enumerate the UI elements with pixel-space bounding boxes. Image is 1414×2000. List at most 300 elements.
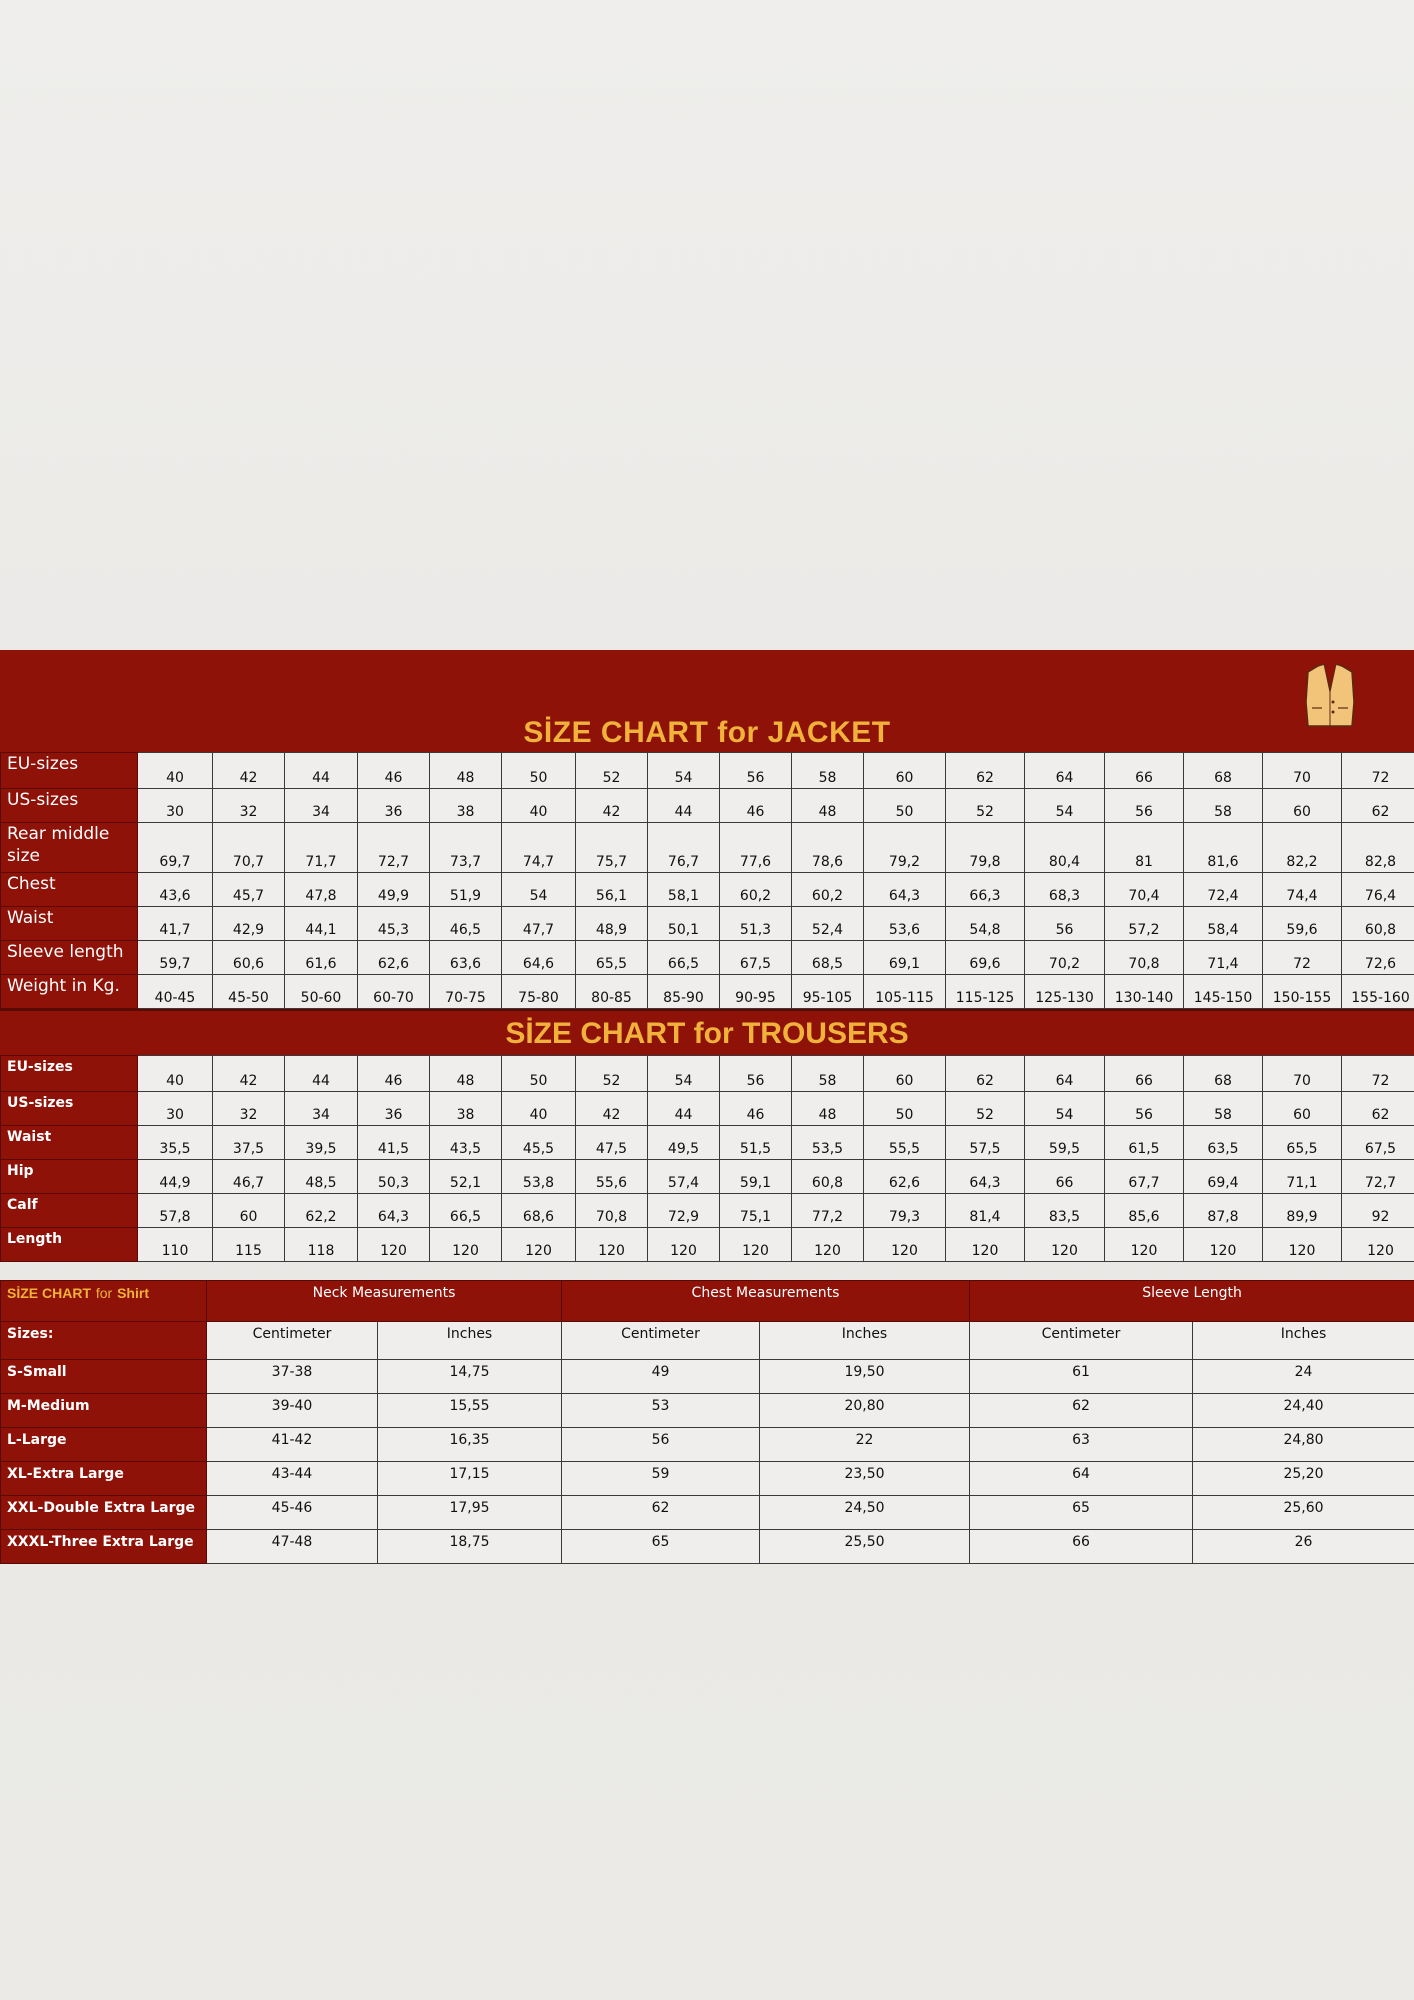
jacket-row: [1, 975, 1414, 1009]
shirt-cell: 47-48: [207, 1530, 378, 1564]
jacket-cell: 68,5: [792, 941, 864, 975]
trousers-row-label: Waist: [1, 1126, 138, 1160]
trousers-cell: 57,8: [138, 1194, 213, 1228]
shirt-cell: 17,95: [378, 1496, 562, 1530]
jacket-cell: 70: [1263, 753, 1342, 789]
shirt-cell: 24,40: [1193, 1394, 1414, 1428]
jacket-row-label: Weight in Kg.: [1, 975, 138, 1009]
shirt-cell: 26: [1193, 1530, 1414, 1564]
jacket-cell: 50: [864, 789, 946, 823]
trousers-cell: 115: [213, 1228, 285, 1262]
trousers-cell: 70: [1263, 1056, 1342, 1092]
jacket-cell: 79,2: [864, 823, 946, 873]
jacket-cell: 60-70: [358, 975, 430, 1009]
jacket-cell: 36: [358, 789, 430, 823]
shirt-cell: 15,55: [378, 1394, 562, 1428]
trousers-row: [1, 1160, 1414, 1194]
shirt-cell: 23,50: [760, 1462, 970, 1496]
jacket-cell: 60,2: [720, 873, 792, 907]
jacket-cell: 70,8: [1105, 941, 1184, 975]
jacket-cell: 61,6: [285, 941, 358, 975]
trousers-cell: 36: [358, 1092, 430, 1126]
trousers-cell: 120: [1105, 1228, 1184, 1262]
jacket-cell: 50-60: [285, 975, 358, 1009]
jacket-cell: 62: [1342, 789, 1414, 823]
shirt-cell: 63: [970, 1428, 1193, 1462]
trousers-cell: 62,2: [285, 1194, 358, 1228]
trousers-cell: 72: [1342, 1056, 1414, 1092]
shirt-size-label: XL-Extra Large: [1, 1462, 207, 1496]
jacket-cell: 45-50: [213, 975, 285, 1009]
shirt-cell: 37-38: [207, 1360, 378, 1394]
jacket-cell: 62: [946, 753, 1025, 789]
trousers-cell: 71,1: [1263, 1160, 1342, 1194]
jacket-cell: 48: [430, 753, 502, 789]
trousers-cell: 44: [285, 1056, 358, 1092]
jacket-cell: 45,3: [358, 907, 430, 941]
jacket-row: [1, 941, 1414, 975]
trousers-cell: 42: [576, 1092, 648, 1126]
jacket-cell: 58,4: [1184, 907, 1263, 941]
trousers-cell: 44,9: [138, 1160, 213, 1194]
jacket-cell: 59,7: [138, 941, 213, 975]
jacket-cell: 81,6: [1184, 823, 1263, 873]
trousers-cell: 64,3: [358, 1194, 430, 1228]
jacket-cell: 58: [792, 753, 864, 789]
trousers-cell: 46: [720, 1092, 792, 1126]
trousers-cell: 60: [213, 1194, 285, 1228]
shirt-row: [1, 1360, 1414, 1394]
sizes-label: Sizes:: [1, 1322, 207, 1360]
trousers-cell: 70,8: [576, 1194, 648, 1228]
jacket-cell: 73,7: [430, 823, 502, 873]
shirt-cell: 19,50: [760, 1360, 970, 1394]
jacket-row: [1, 789, 1414, 823]
shirt-cell: 65: [562, 1530, 760, 1564]
trousers-cell: 83,5: [1025, 1194, 1105, 1228]
jacket-cell: 78,6: [792, 823, 864, 873]
trousers-cell: 79,3: [864, 1194, 946, 1228]
shirt-cell: 20,80: [760, 1394, 970, 1428]
jacket-cell: 69,6: [946, 941, 1025, 975]
jacket-cell: 65,5: [576, 941, 648, 975]
jacket-cell: 150-155: [1263, 975, 1342, 1009]
jacket-row: [1, 823, 1414, 873]
trousers-cell: 62: [946, 1056, 1025, 1092]
jacket-cell: 58,1: [648, 873, 720, 907]
jacket-cell: 44,1: [285, 907, 358, 941]
jacket-cell: 74,4: [1263, 873, 1342, 907]
trousers-row: [1, 1056, 1414, 1092]
jacket-cell: 56: [1025, 907, 1105, 941]
jacket-cell: 64,6: [502, 941, 576, 975]
shirt-cell: 59: [562, 1462, 760, 1496]
trousers-row: [1, 1092, 1414, 1126]
section-gap: [0, 1262, 1414, 1280]
shirt-cell: 24,50: [760, 1496, 970, 1530]
jacket-cell: 60,8: [1342, 907, 1414, 941]
unit-header: Centimeter: [562, 1322, 760, 1360]
jacket-cell: 54: [648, 753, 720, 789]
jacket-row: [1, 907, 1414, 941]
trousers-cell: 32: [213, 1092, 285, 1126]
trousers-cell: 120: [576, 1228, 648, 1262]
trousers-cell: 66: [1025, 1160, 1105, 1194]
jacket-cell: 72: [1342, 753, 1414, 789]
jacket-cell: 49,9: [358, 873, 430, 907]
shirt-cell: 16,35: [378, 1428, 562, 1462]
jacket-cell: 69,7: [138, 823, 213, 873]
jacket-cell: 72,7: [358, 823, 430, 873]
jacket-cell: 145-150: [1184, 975, 1263, 1009]
trousers-cell: 120: [792, 1228, 864, 1262]
shirt-title-item: Shirt: [117, 1285, 149, 1301]
shirt-size-label: L-Large: [1, 1428, 207, 1462]
jacket-cell: 63,6: [430, 941, 502, 975]
trousers-cell: 85,6: [1105, 1194, 1184, 1228]
jacket-cell: 125-130: [1025, 975, 1105, 1009]
trousers-cell: 47,5: [576, 1126, 648, 1160]
jacket-cell: 56,1: [576, 873, 648, 907]
shirt-row: [1, 1496, 1414, 1530]
jacket-cell: 105-115: [864, 975, 946, 1009]
jacket-cell: 76,7: [648, 823, 720, 873]
shirt-cell: 14,75: [378, 1360, 562, 1394]
shirt-cell: 24: [1193, 1360, 1414, 1394]
jacket-title: SİZE CHART for JACKET: [523, 716, 891, 749]
jacket-cell: 59,6: [1263, 907, 1342, 941]
trousers-cell: 53,8: [502, 1160, 576, 1194]
trousers-cell: 49,5: [648, 1126, 720, 1160]
shirt-cell: 62: [970, 1394, 1193, 1428]
jacket-cell: 34: [285, 789, 358, 823]
sleeve-group-header: Sleeve Length: [970, 1281, 1414, 1322]
jacket-cell: 60,2: [792, 873, 864, 907]
shirt-cell: 41-42: [207, 1428, 378, 1462]
jacket-row-label: EU-sizes: [1, 753, 138, 789]
jacket-cell: 40: [138, 753, 213, 789]
trousers-cell: 40: [502, 1092, 576, 1126]
trousers-cell: 120: [358, 1228, 430, 1262]
jacket-cell: 70,4: [1105, 873, 1184, 907]
trousers-cell: 61,5: [1105, 1126, 1184, 1160]
jacket-cell: 85-90: [648, 975, 720, 1009]
jacket-cell: 80,4: [1025, 823, 1105, 873]
jacket-cell: 54: [502, 873, 576, 907]
jacket-cell: 82,8: [1342, 823, 1414, 873]
trousers-row-label: EU-sizes: [1, 1056, 138, 1092]
shirt-cell: 43-44: [207, 1462, 378, 1496]
trousers-row-label: Length: [1, 1228, 138, 1262]
jacket-cell: 64,3: [864, 873, 946, 907]
trousers-cell: 51,5: [720, 1126, 792, 1160]
shirt-cell: 45-46: [207, 1496, 378, 1530]
trousers-cell: 59,5: [1025, 1126, 1105, 1160]
trousers-cell: 46: [358, 1056, 430, 1092]
trousers-cell: 53,5: [792, 1126, 864, 1160]
jacket-cell: 56: [720, 753, 792, 789]
shirt-cell: 66: [970, 1530, 1193, 1564]
trousers-cell: 58: [792, 1056, 864, 1092]
trousers-cell: 75,1: [720, 1194, 792, 1228]
jacket-cell: 58: [1184, 789, 1263, 823]
shirt-units-row: [1, 1322, 1414, 1360]
jacket-cell: 90-95: [720, 975, 792, 1009]
jacket-cell: 75-80: [502, 975, 576, 1009]
jacket-cell: 60: [1263, 789, 1342, 823]
jacket-cell: 46: [720, 789, 792, 823]
jacket-cell: 70,2: [1025, 941, 1105, 975]
jacket-cell: 50: [502, 753, 576, 789]
shirt-cell: 62: [562, 1496, 760, 1530]
jacket-cell: 70,7: [213, 823, 285, 873]
shirt-cell: 64: [970, 1462, 1193, 1496]
shirt-size-label: M-Medium: [1, 1394, 207, 1428]
jacket-cell: 40-45: [138, 975, 213, 1009]
jacket-cell: 71,4: [1184, 941, 1263, 975]
jacket-cell: 43,6: [138, 873, 213, 907]
jacket-row-label: Chest: [1, 873, 138, 907]
jacket-row: [1, 873, 1414, 907]
shirt-table: [0, 1280, 1414, 1564]
trousers-cell: 67,7: [1105, 1160, 1184, 1194]
jacket-row-label: Rear middle size: [1, 823, 138, 873]
trousers-cell: 81,4: [946, 1194, 1025, 1228]
jacket-cell: 57,2: [1105, 907, 1184, 941]
trousers-cell: 120: [1184, 1228, 1263, 1262]
jacket-cell: 77,6: [720, 823, 792, 873]
jacket-cell: 46,5: [430, 907, 502, 941]
trousers-cell: 46,7: [213, 1160, 285, 1194]
trousers-cell: 62,6: [864, 1160, 946, 1194]
jacket-cell: 48,9: [576, 907, 648, 941]
jacket-cell: 56: [1105, 789, 1184, 823]
shirt-row: [1, 1428, 1414, 1462]
trousers-cell: 54: [1025, 1092, 1105, 1126]
jacket-cell: 44: [285, 753, 358, 789]
jacket-cell: 115-125: [946, 975, 1025, 1009]
trousers-cell: 40: [138, 1056, 213, 1092]
jacket-cell: 45,7: [213, 873, 285, 907]
shirt-size-label: XXL-Double Extra Large: [1, 1496, 207, 1530]
trousers-cell: 35,5: [138, 1126, 213, 1160]
trousers-row-label: Calf: [1, 1194, 138, 1228]
trousers-cell: 67,5: [1342, 1126, 1414, 1160]
trousers-cell: 60: [1263, 1092, 1342, 1126]
trousers-cell: 87,8: [1184, 1194, 1263, 1228]
trousers-cell: 120: [864, 1228, 946, 1262]
trousers-cell: 120: [430, 1228, 502, 1262]
trousers-cell: 55,5: [864, 1126, 946, 1160]
trousers-cell: 38: [430, 1092, 502, 1126]
trousers-cell: 41,5: [358, 1126, 430, 1160]
trousers-cell: 69,4: [1184, 1160, 1263, 1194]
unit-header: Inches: [378, 1322, 562, 1360]
shirt-cell: 17,15: [378, 1462, 562, 1496]
jacket-row: [1, 753, 1414, 789]
trousers-cell: 68,6: [502, 1194, 576, 1228]
shirt-cell: 39-40: [207, 1394, 378, 1428]
shirt-cell: 61: [970, 1360, 1193, 1394]
shirt-cell: 24,80: [1193, 1428, 1414, 1462]
trousers-cell: 120: [720, 1228, 792, 1262]
jacket-cell: 51,3: [720, 907, 792, 941]
jacket-cell: 54: [1025, 789, 1105, 823]
trousers-cell: 63,5: [1184, 1126, 1263, 1160]
trousers-cell: 92: [1342, 1194, 1414, 1228]
trousers-cell: 57,4: [648, 1160, 720, 1194]
jacket-cell: 76,4: [1342, 873, 1414, 907]
jacket-cell: 38: [430, 789, 502, 823]
trousers-row: [1, 1194, 1414, 1228]
trousers-cell: 68: [1184, 1056, 1263, 1092]
jacket-cell: 42: [213, 753, 285, 789]
trousers-cell: 52,1: [430, 1160, 502, 1194]
jacket-cell: 82,2: [1263, 823, 1342, 873]
shirt-cell: 53: [562, 1394, 760, 1428]
jacket-cell: 72,4: [1184, 873, 1263, 907]
trousers-cell: 58: [1184, 1092, 1263, 1126]
trousers-cell: 120: [648, 1228, 720, 1262]
trousers-cell: 54: [648, 1056, 720, 1092]
jacket-cell: 64: [1025, 753, 1105, 789]
trousers-cell: 60,8: [792, 1160, 864, 1194]
neck-group-header: Neck Measurements: [207, 1281, 562, 1322]
shirt-size-label: XXXL-Three Extra Large: [1, 1530, 207, 1564]
jacket-cell: 72,6: [1342, 941, 1414, 975]
jacket-cell: 40: [502, 789, 576, 823]
jacket-cell: 62,6: [358, 941, 430, 975]
jacket-header: [0, 650, 1414, 752]
trousers-cell: 66,5: [430, 1194, 502, 1228]
jacket-cell: 67,5: [720, 941, 792, 975]
shirt-cell: 65: [970, 1496, 1193, 1530]
trousers-row-label: Hip: [1, 1160, 138, 1194]
jacket-cell: 46: [358, 753, 430, 789]
shirt-cell: 18,75: [378, 1530, 562, 1564]
jacket-cell: 130-140: [1105, 975, 1184, 1009]
jacket-cell: 72: [1263, 941, 1342, 975]
jacket-cell: 69,1: [864, 941, 946, 975]
jacket-cell: 32: [213, 789, 285, 823]
jacket-cell: 41,7: [138, 907, 213, 941]
jacket-cell: 70-75: [430, 975, 502, 1009]
trousers-cell: 48: [792, 1092, 864, 1126]
jacket-cell: 75,7: [576, 823, 648, 873]
trousers-cell: 120: [1263, 1228, 1342, 1262]
shirt-size-label: S-Small: [1, 1360, 207, 1394]
trousers-cell: 39,5: [285, 1126, 358, 1160]
jacket-cell: 30: [138, 789, 213, 823]
jacket-cell: 52: [576, 753, 648, 789]
trousers-cell: 120: [1025, 1228, 1105, 1262]
trousers-cell: 50,3: [358, 1160, 430, 1194]
jacket-cell: 44: [648, 789, 720, 823]
trousers-cell: 43,5: [430, 1126, 502, 1160]
trousers-cell: 72,7: [1342, 1160, 1414, 1194]
trousers-cell: 59,1: [720, 1160, 792, 1194]
jacket-cell: 42: [576, 789, 648, 823]
trousers-cell: 72,9: [648, 1194, 720, 1228]
trousers-cell: 120: [502, 1228, 576, 1262]
jacket-cell: 52: [946, 789, 1025, 823]
jacket-cell: 60: [864, 753, 946, 789]
chest-group-header: Chest Measurements: [562, 1281, 970, 1322]
trousers-cell: 30: [138, 1092, 213, 1126]
jacket-cell: 42,9: [213, 907, 285, 941]
jacket-cell: 80-85: [576, 975, 648, 1009]
jacket-cell: 47,8: [285, 873, 358, 907]
jacket-cell: 51,9: [430, 873, 502, 907]
trousers-cell: 60: [864, 1056, 946, 1092]
jacket-cell: 68,3: [1025, 873, 1105, 907]
jacket-cell: 48: [792, 789, 864, 823]
trousers-cell: 50: [502, 1056, 576, 1092]
trousers-cell: 42: [213, 1056, 285, 1092]
trousers-cell: 52: [576, 1056, 648, 1092]
trousers-title: SİZE CHART for TROUSERS: [0, 1009, 1414, 1055]
jacket-cell: 66: [1105, 753, 1184, 789]
shirt-cell: 25,60: [1193, 1496, 1414, 1530]
shirt-cell: 49: [562, 1360, 760, 1394]
jacket-cell: 74,7: [502, 823, 576, 873]
trousers-cell: 65,5: [1263, 1126, 1342, 1160]
trousers-cell: 118: [285, 1228, 358, 1262]
trousers-cell: 57,5: [946, 1126, 1025, 1160]
trousers-cell: 52: [946, 1092, 1025, 1126]
trousers-cell: 50: [864, 1092, 946, 1126]
trousers-cell: 120: [946, 1228, 1025, 1262]
trousers-row-label: US-sizes: [1, 1092, 138, 1126]
trousers-cell: 55,6: [576, 1160, 648, 1194]
trousers-cell: 34: [285, 1092, 358, 1126]
jacket-cell: 81: [1105, 823, 1184, 873]
jacket-cell: 53,6: [864, 907, 946, 941]
trousers-cell: 56: [1105, 1092, 1184, 1126]
trousers-cell: 77,2: [792, 1194, 864, 1228]
jacket-cell: 52,4: [792, 907, 864, 941]
jacket-cell: 50,1: [648, 907, 720, 941]
unit-header: Inches: [1193, 1322, 1414, 1360]
jacket-table: [0, 752, 1414, 1009]
jacket-cell: 95-105: [792, 975, 864, 1009]
trousers-cell: 64,3: [946, 1160, 1025, 1194]
shirt-group-header-row: [1, 1281, 1414, 1322]
trousers-cell: 62: [1342, 1092, 1414, 1126]
trousers-cell: 66: [1105, 1056, 1184, 1092]
shirt-cell: 22: [760, 1428, 970, 1462]
shirt-cell: 56: [562, 1428, 760, 1462]
jacket-cell: 71,7: [285, 823, 358, 873]
jacket-cell: 66,3: [946, 873, 1025, 907]
shirt-cell: 25,20: [1193, 1462, 1414, 1496]
shirt-row: [1, 1530, 1414, 1564]
trousers-cell: 56: [720, 1056, 792, 1092]
trousers-cell: 44: [648, 1092, 720, 1126]
unit-header: Centimeter: [207, 1322, 378, 1360]
trousers-cell: 37,5: [213, 1126, 285, 1160]
unit-header: Centimeter: [970, 1322, 1193, 1360]
trousers-cell: 48: [430, 1056, 502, 1092]
shirt-row: [1, 1462, 1414, 1496]
size-chart-sheet: [0, 650, 1414, 1564]
jacket-row-label: Waist: [1, 907, 138, 941]
jacket-cell: 155-160: [1342, 975, 1414, 1009]
shirt-title: [1, 1281, 207, 1322]
jacket-cell: 79,8: [946, 823, 1025, 873]
trousers-table: [0, 1055, 1414, 1262]
trousers-cell: 45,5: [502, 1126, 576, 1160]
